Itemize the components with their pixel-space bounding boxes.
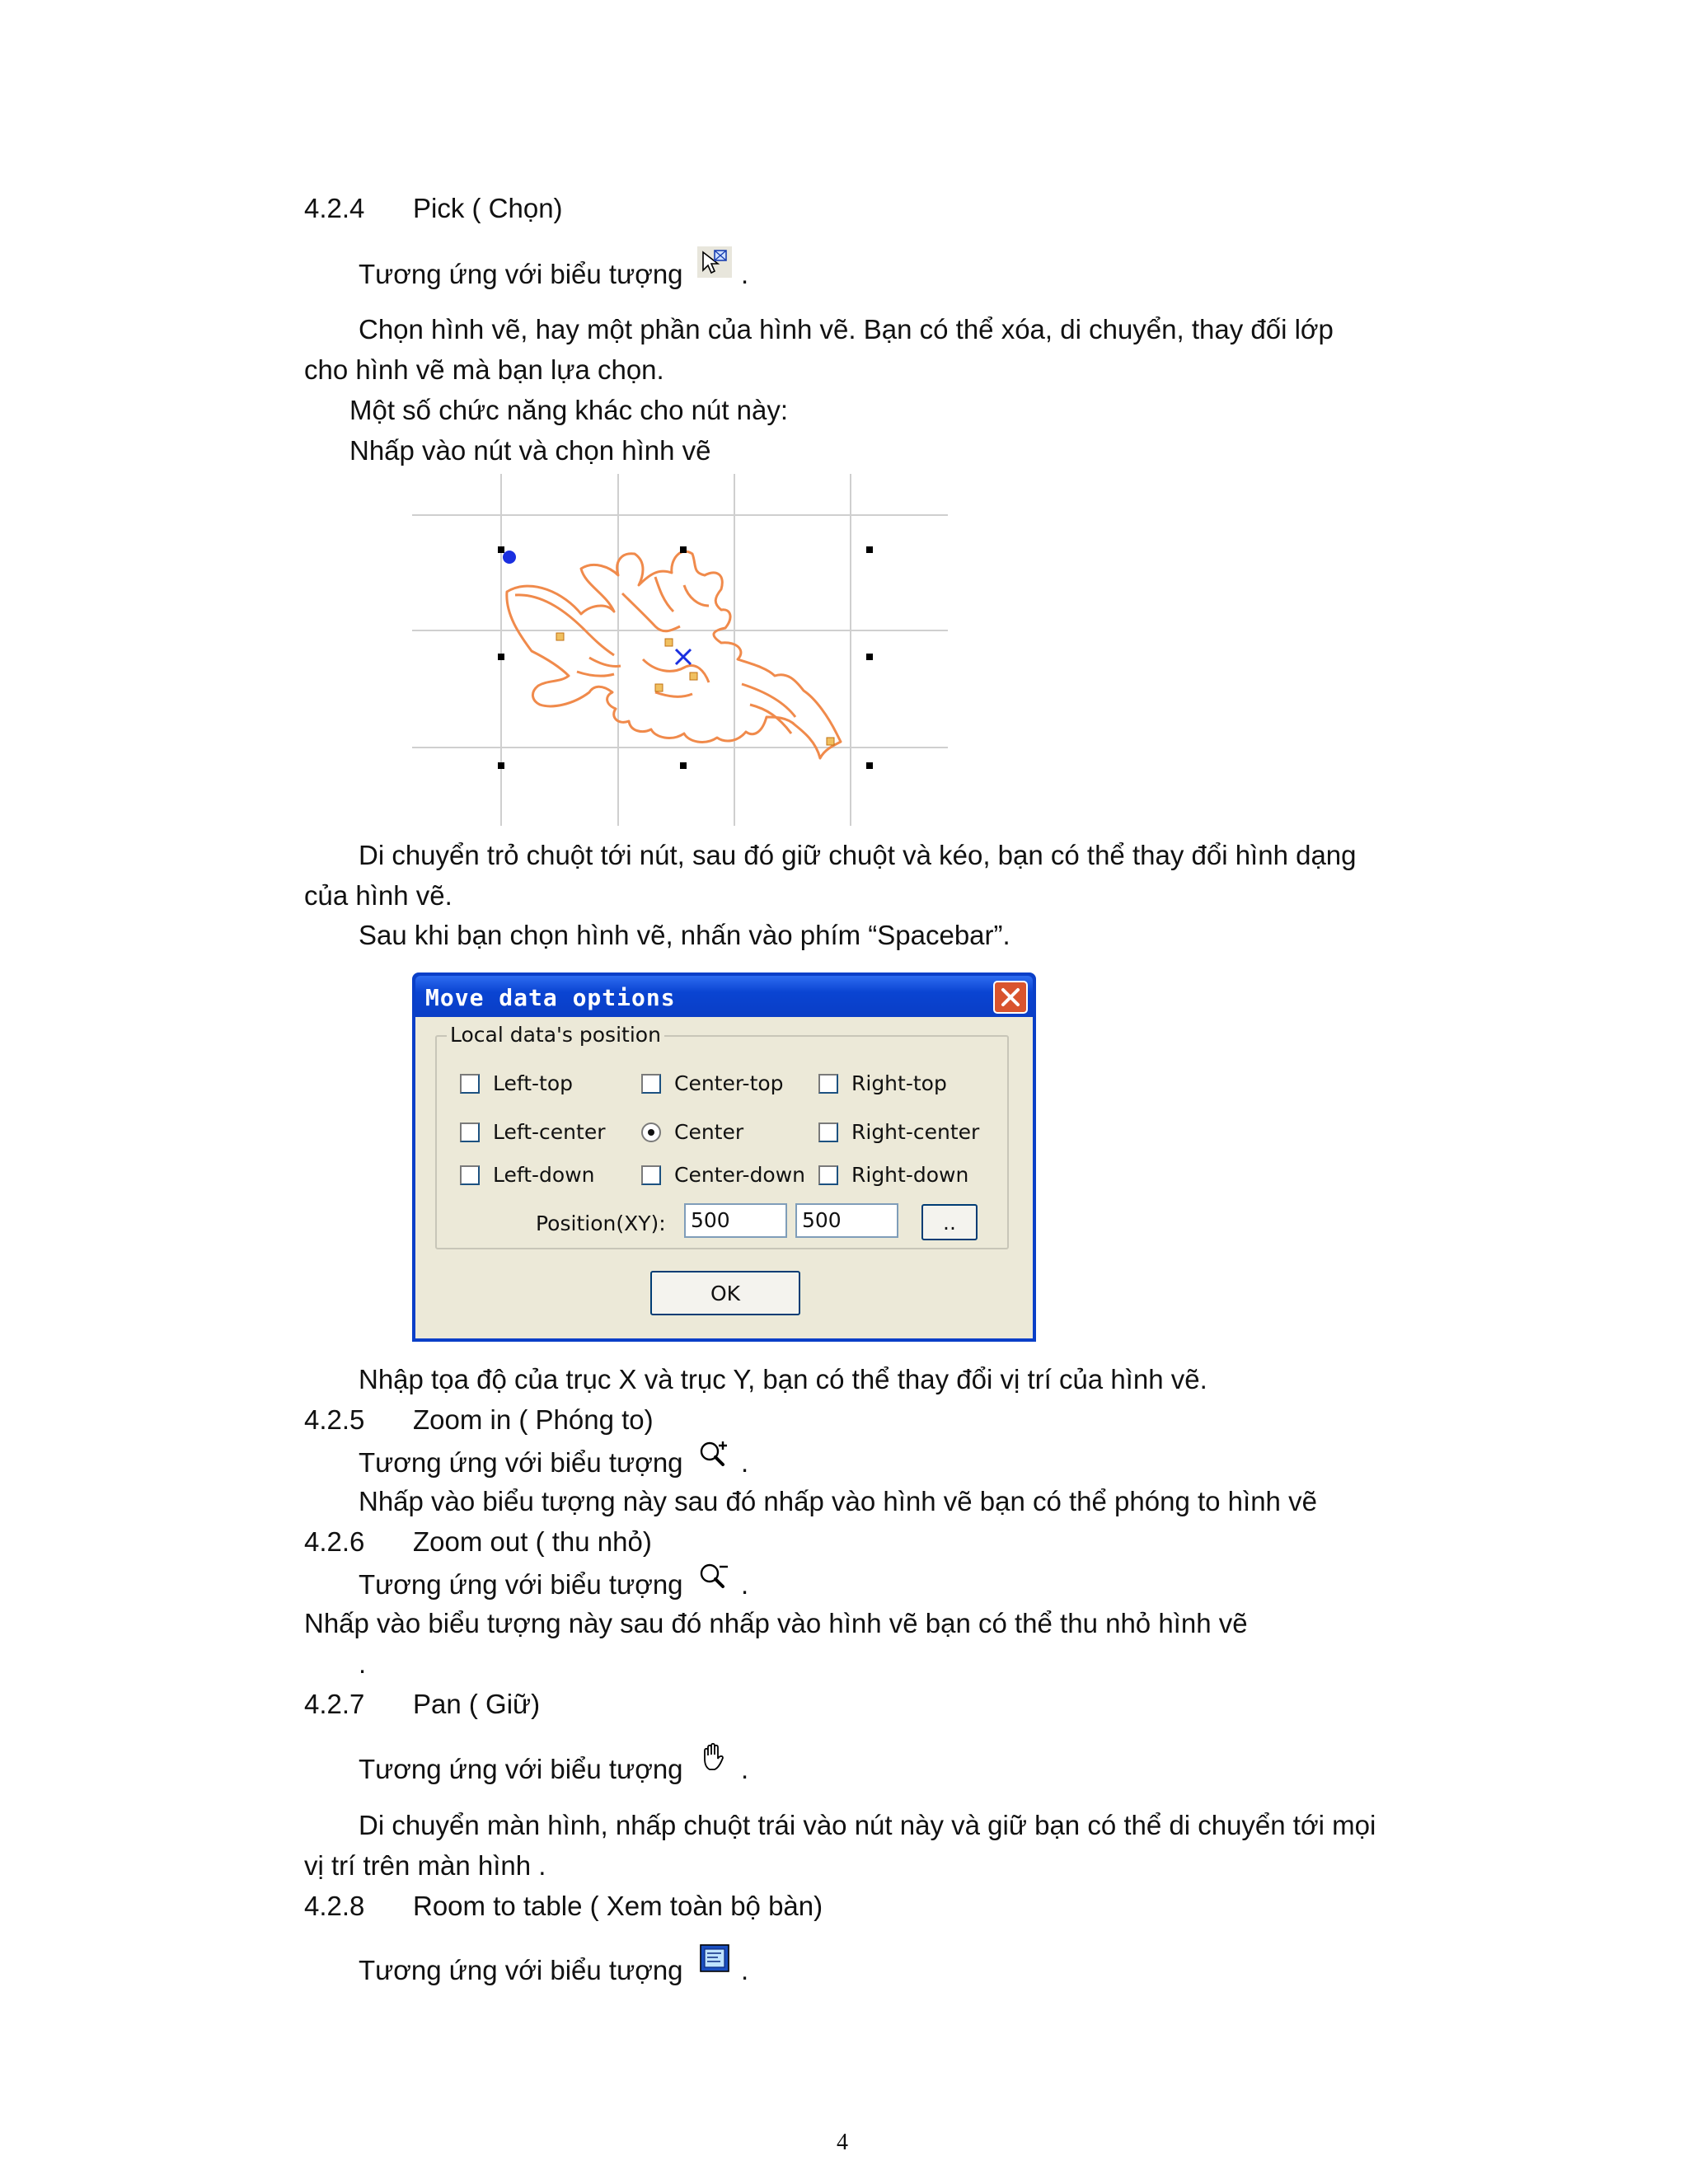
option-label: Left-center bbox=[493, 1120, 606, 1144]
icon-period: . bbox=[741, 1447, 749, 1478]
position-group bbox=[435, 1023, 1009, 1249]
section-number: 4.2.7 bbox=[304, 1689, 365, 1719]
icon-line bbox=[359, 1449, 683, 1476]
x-position-input[interactable]: 500 bbox=[684, 1203, 787, 1238]
radio-selected[interactable] bbox=[641, 1122, 661, 1142]
paragraph-line: cho hình vẽ mà bạn lựa chọn. bbox=[304, 354, 664, 385]
section-number: 4.2.4 bbox=[304, 193, 365, 223]
option-label: Right-top bbox=[851, 1071, 947, 1095]
section-title: Zoom in ( Phóng to) bbox=[413, 1404, 654, 1435]
icon-period: . bbox=[741, 1754, 749, 1784]
paragraph-line: của hình vẽ. bbox=[304, 880, 452, 911]
paragraph-line: Chọn hình vẽ, hay một phần của hình vẽ. Bạn có thể xóa, di chuyển, thay đối lớp bbox=[359, 314, 1334, 344]
close-icon bbox=[995, 982, 1026, 1012]
section-title: Zoom out ( thu nhỏ) bbox=[413, 1526, 652, 1557]
icon-line-text: Tương ứng với biểu tượng bbox=[359, 259, 683, 289]
option-center-top[interactable] bbox=[641, 1071, 784, 1095]
icon-line bbox=[359, 1957, 683, 1984]
section-number: 4.2.6 bbox=[304, 1526, 365, 1557]
section-title: Pan ( Giữ) bbox=[413, 1689, 541, 1719]
paragraph-line: . bbox=[359, 1648, 367, 1679]
dialog-title-bar[interactable] bbox=[415, 976, 1033, 1017]
option-center-down[interactable] bbox=[641, 1163, 805, 1187]
option-label: Center-down bbox=[674, 1163, 806, 1187]
option-right-top[interactable] bbox=[818, 1071, 947, 1095]
icon-line-text: Tương ứng với biểu tượng bbox=[359, 1569, 683, 1600]
checkbox[interactable] bbox=[818, 1122, 838, 1142]
y-position-input[interactable]: 500 bbox=[795, 1203, 898, 1238]
page-number: 4 bbox=[837, 2130, 848, 2155]
option-left-down[interactable] bbox=[460, 1163, 595, 1187]
option-right-center[interactable] bbox=[818, 1120, 979, 1144]
dialog-body bbox=[415, 1017, 1033, 1338]
icon-line bbox=[359, 1571, 683, 1598]
icon-line-text: Tương ứng với biểu tượng bbox=[359, 1955, 683, 1985]
icon-line bbox=[359, 1755, 683, 1783]
selected-shape-figure bbox=[408, 470, 956, 832]
paragraph-line: Nhấp vào nút và chọn hình vẽ bbox=[349, 435, 711, 466]
checkbox[interactable] bbox=[641, 1165, 661, 1185]
section-title: Room to table ( Xem toàn bộ bàn) bbox=[413, 1891, 823, 1921]
option-label: Center bbox=[674, 1120, 744, 1144]
checkbox[interactable] bbox=[460, 1074, 480, 1094]
icon-period: . bbox=[741, 1955, 749, 1985]
close-button[interactable] bbox=[993, 981, 1028, 1014]
ok-button[interactable]: OK bbox=[650, 1271, 800, 1315]
icon-line bbox=[359, 260, 683, 288]
paragraph-line: vị trí trên màn hình . bbox=[304, 1850, 546, 1881]
pan-hand-icon bbox=[696, 1741, 733, 1774]
position-label: Position(XY): bbox=[536, 1212, 666, 1235]
option-label: Right-center bbox=[851, 1120, 980, 1144]
browse-button[interactable]: .. bbox=[921, 1204, 978, 1240]
option-right-down[interactable] bbox=[818, 1163, 968, 1187]
checkbox[interactable] bbox=[818, 1074, 838, 1094]
option-label: Center-top bbox=[674, 1071, 784, 1095]
paragraph-line: Nhập tọa độ của trục X và trục Y, bạn có thể thay đổi vị trí của hình vẽ. bbox=[359, 1364, 1207, 1394]
option-label: Right-down bbox=[851, 1163, 969, 1187]
checkbox[interactable] bbox=[818, 1165, 838, 1185]
paragraph-line: Di chuyển màn hình, nhấp chuột trái vào nút này và giữ bạn có thể di chuyển tới mọi bbox=[359, 1810, 1376, 1840]
zoom-in-icon bbox=[696, 1437, 733, 1470]
start-point-marker bbox=[503, 551, 516, 564]
icon-line-text: Tương ứng với biểu tượng bbox=[359, 1447, 683, 1478]
checkbox[interactable] bbox=[460, 1122, 480, 1142]
paragraph-line: Nhấp vào biểu tượng này sau đó nhấp vào hình vẽ bạn có thể thu nhỏ hình vẽ bbox=[304, 1608, 1248, 1638]
icon-period: . bbox=[741, 259, 749, 289]
group-label: Local data's position bbox=[447, 1023, 664, 1047]
move-data-options-dialog bbox=[412, 972, 1036, 1342]
shape-outline bbox=[507, 551, 841, 758]
shape-canvas bbox=[408, 470, 956, 832]
paragraph-line: Một số chức năng khác cho nút này: bbox=[349, 395, 789, 425]
icon-line-text: Tương ứng với biểu tượng bbox=[359, 1754, 683, 1784]
option-center[interactable] bbox=[641, 1120, 743, 1144]
center-cross-marker bbox=[676, 649, 691, 664]
room-to-table-icon bbox=[696, 1942, 733, 1975]
section-number: 4.2.8 bbox=[304, 1891, 365, 1921]
paragraph-line: Sau khi bạn chọn hình vẽ, nhấn vào phím “Spacebar”. bbox=[359, 920, 1010, 950]
checkbox[interactable] bbox=[641, 1074, 661, 1094]
option-label: Left-top bbox=[493, 1071, 574, 1095]
checkbox[interactable] bbox=[460, 1165, 480, 1185]
zoom-out-icon bbox=[696, 1559, 733, 1592]
section-title: Pick ( Chọn) bbox=[413, 193, 563, 223]
paragraph-line: Di chuyển trỏ chuột tới nút, sau đó giữ chuột và kéo, bạn có thể thay đổi hình dạng bbox=[359, 840, 1357, 870]
section-number: 4.2.5 bbox=[304, 1404, 365, 1435]
option-left-center[interactable] bbox=[460, 1120, 606, 1144]
option-label: Left-down bbox=[493, 1163, 595, 1187]
dialog-title: Move data options bbox=[425, 984, 676, 1011]
pick-icon bbox=[696, 246, 733, 279]
icon-period: . bbox=[741, 1569, 749, 1600]
paragraph-line: Nhấp vào biểu tượng này sau đó nhấp vào hình vẽ bạn có thể phóng to hình vẽ bbox=[359, 1486, 1317, 1516]
option-left-top[interactable] bbox=[460, 1071, 573, 1095]
